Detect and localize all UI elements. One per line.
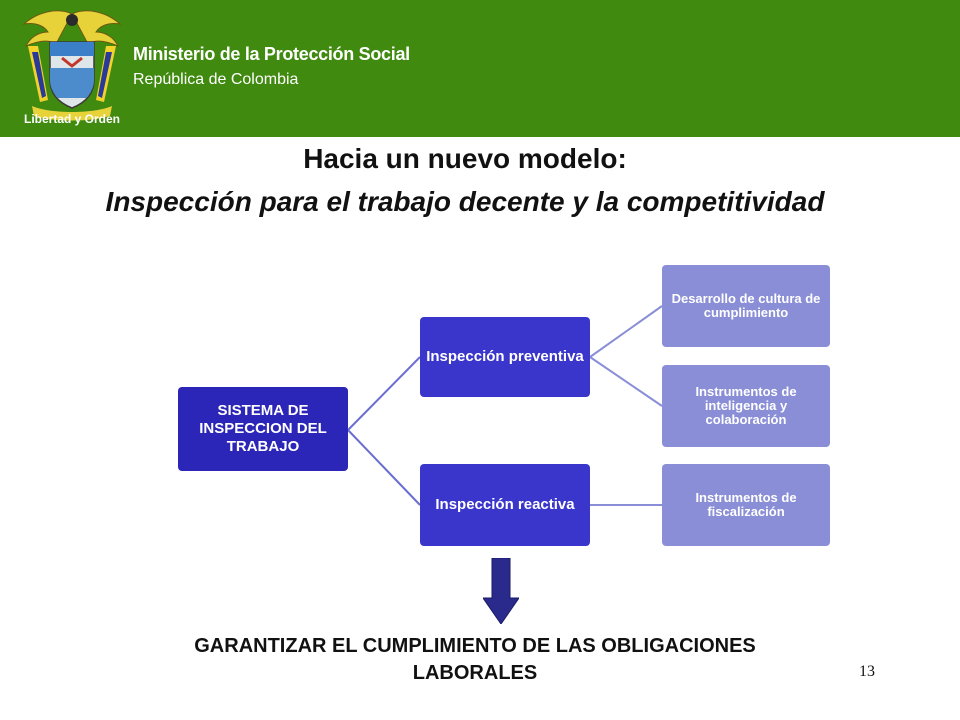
organization-subtitle: República de Colombia [133, 71, 299, 88]
node-reactive-inspection: Inspección reactiva [420, 464, 590, 546]
down-arrow-icon [483, 558, 519, 624]
node-compliance-culture: Desarrollo de cultura de cumplimiento [662, 265, 830, 347]
link-preventive-intelligence [590, 357, 662, 406]
link-root-preventive [348, 357, 420, 430]
node-inspection-system: SISTEMA DE INSPECCION DEL TRABAJO [178, 387, 348, 471]
link-preventive-culture [590, 306, 662, 357]
link-root-reactive [348, 430, 420, 505]
node-preventive-inspection: Inspección preventiva [420, 317, 590, 397]
conclusion-text: GARANTIZAR EL CUMPLIMIENTO DE LAS OBLIGACIONES LABORALES [194, 635, 756, 684]
node-enforcement-tools: Instrumentos de fiscalización [662, 464, 830, 546]
organization-name: Ministerio de la Protección Social [133, 44, 410, 64]
motto-text: Libertad y Orden [23, 112, 121, 126]
node-intelligence-tools: Instrumentos de inteligencia y colaboración [662, 365, 830, 447]
slide-subtitle: Inspección para el trabajo decente y la competitividad [105, 186, 825, 217]
slide-title: Hacia un nuevo modelo: [303, 143, 627, 174]
page-number: 13 [859, 663, 875, 680]
